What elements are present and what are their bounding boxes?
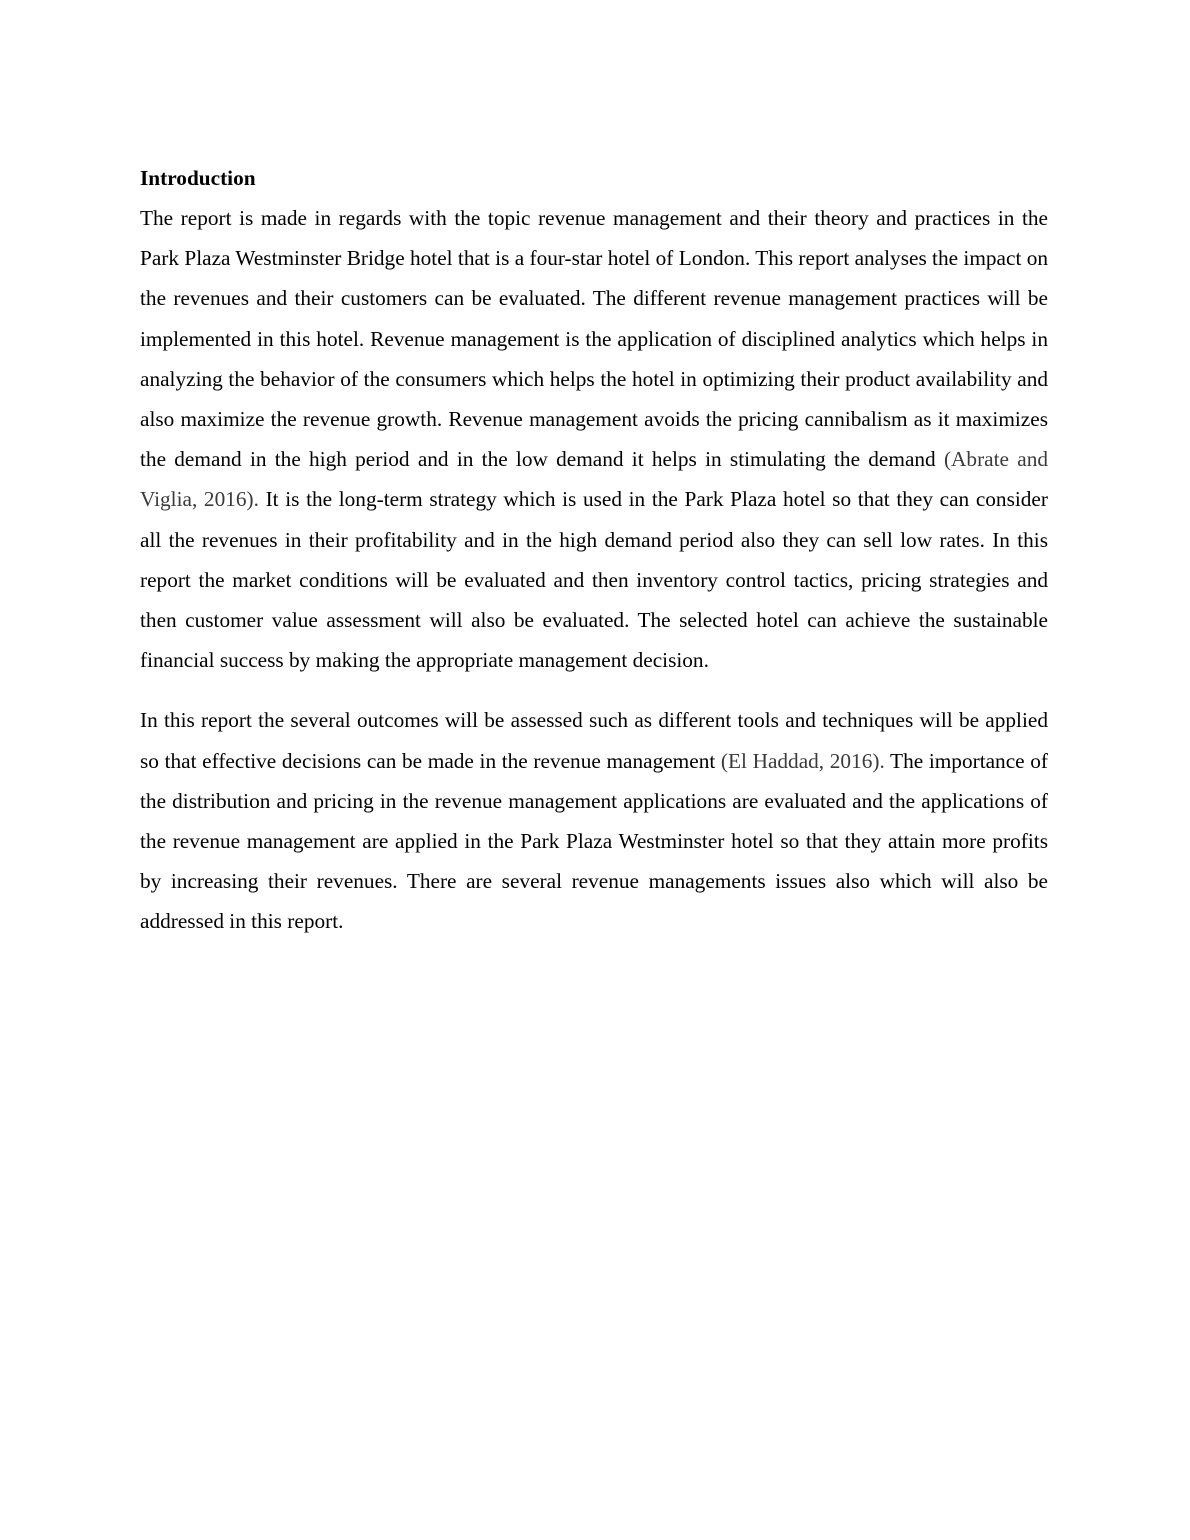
document-body: [140, 162, 1048, 942]
paragraph-1-text-b: It is the long-term strategy which is used in the Park Plaza hotel so that they can consider all the revenues in their profitability and in the high demand period also they can sell low rates. In this report the market conditions will be evaluated and then inventory control tactics, pricing strategies and then customer value assessment will also be evaluated. The selected hotel can achieve the sustainable financial success by making the appropriate management decision.: [140, 487, 1048, 673]
intro-paragraph-2: [140, 700, 1048, 941]
paragraph-1-text-a: The report is made in regards with the topic revenue management and their theory and practices in the Park Plaza Westminster Bridge hotel that is a four-star hotel of London. This report analyses the impact on the revenues and their customers can be evaluated. The different revenue management practices will be implemented in this hotel. Revenue management is the application of disciplined analytics which helps in analyzing the behavior of the consumers which helps the hotel in optimizing their product availability and also maximize the revenue growth. Revenue management avoids the pricing cannibalism as it maximizes the demand in the high period and in the low demand it helps in stimulating the demand: [140, 206, 1048, 472]
paragraph-2-text-a: In this report the several outcomes will be assessed such as different tools and techniques will be applied so that effective decisions can be made in the revenue management: [140, 708, 1048, 773]
citation-el-haddad: (El Haddad, 2016).: [720, 748, 885, 773]
intro-paragraph-1: [140, 198, 1048, 680]
paragraph-2-text-b: The importance of the distribution and pricing in the revenue management applications are evaluated and the applications of the revenue management are applied in the Park Plaza Westminster hotel so that they attain more profits by increasing their revenues. There are several revenue managements issues also which will also be addressed in this report.: [140, 748, 1048, 934]
section-heading: Introduction: [140, 166, 256, 190]
citation-abrate-viglia: (Abrate and Viglia, 2016).: [140, 447, 1048, 512]
